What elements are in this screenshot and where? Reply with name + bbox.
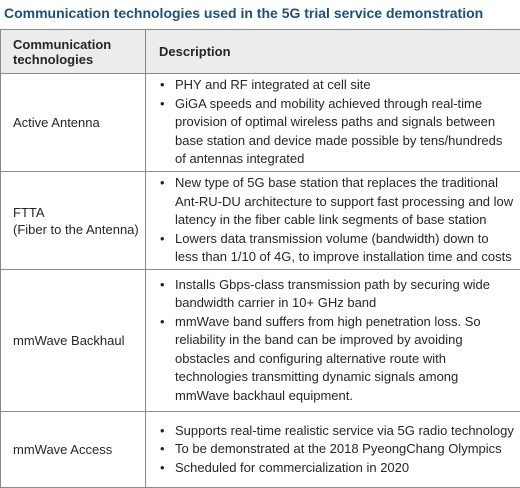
description-list — [159, 76, 514, 169]
technology-name: Active Antenna — [13, 115, 100, 130]
list-item — [159, 313, 514, 406]
description-list — [159, 174, 514, 267]
list-item — [159, 174, 514, 230]
list-item — [159, 422, 514, 441]
bullet-icon: • — [160, 459, 165, 475]
bullet-icon: • — [160, 276, 165, 292]
list-item — [159, 95, 514, 169]
description-cell — [146, 172, 520, 269]
list-item — [159, 76, 514, 95]
bullet-icon: • — [160, 77, 165, 93]
description-list — [159, 422, 514, 478]
technology-name: mmWave Access — [13, 442, 113, 457]
bullet-icon: • — [160, 175, 165, 191]
technology-cell — [1, 412, 146, 487]
bullet-icon: • — [160, 313, 165, 329]
bullet-icon: • — [160, 422, 165, 438]
bullet-text: To be demonstrated at the 2018 PyeongChang Olympics — [175, 441, 502, 457]
table-row — [1, 411, 520, 487]
bullet-text: Lowers data transmission volume (bandwidth) down to less than 1/10 of 4G, to improve installation time and costs — [175, 230, 512, 265]
technology-name: mmWave Backhaul — [13, 333, 125, 348]
table-row — [1, 171, 520, 269]
header-description-label: Description — [159, 44, 231, 59]
header-description-cell — [146, 30, 520, 73]
description-cell — [146, 74, 520, 171]
technology-cell — [1, 172, 146, 269]
technology-cell — [1, 270, 146, 411]
table-row — [1, 269, 520, 411]
table-header-row — [1, 30, 520, 73]
bullet-text: mmWave band suffers from high penetration loss. So reliability in the band can be improved by avoiding obstacles and configuring alternative route with technologies transmitting dynamic signals among mmWave backhaul equipment. — [175, 313, 481, 403]
description-cell — [146, 270, 520, 411]
table-row — [1, 73, 520, 171]
description-list — [159, 276, 514, 406]
list-item — [159, 459, 514, 478]
bullet-text: GiGA speeds and mobility achieved through real-time provision of optimal wireless paths and signals between base station and device made possible by tens/hundreds of antennas integrated — [175, 95, 503, 167]
list-item — [159, 276, 514, 313]
technology-cell — [1, 74, 146, 171]
document-title: Communication technologies used in the 5G trial service demonstration — [4, 5, 484, 21]
technologies-table — [0, 29, 520, 488]
bullet-icon: • — [160, 95, 165, 111]
list-item — [159, 440, 514, 459]
bullet-text: Supports real-time realistic service via 5G radio technology — [175, 422, 514, 438]
bullet-text: Installs Gbps-class transmission path by securing wide bandwidth carrier in 10+ GHz band — [175, 276, 491, 311]
bullet-text: PHY and RF integrated at cell site — [175, 77, 371, 93]
description-cell — [146, 412, 520, 487]
bullet-icon: • — [160, 441, 165, 457]
bullet-text: Scheduled for commercialization in 2020 — [175, 459, 410, 475]
bullet-text: New type of 5G base station that replaces the traditional Ant-RU-DU architecture to support fast processing and low latency in the fiber cable link segments of base station — [175, 175, 514, 228]
technology-name: FTTA (Fiber to the Antenna) — [13, 204, 139, 237]
bullet-icon: • — [160, 230, 165, 246]
list-item — [159, 230, 514, 267]
header-technology-label: Communication technologies — [13, 36, 112, 67]
header-technology-cell — [1, 30, 146, 73]
